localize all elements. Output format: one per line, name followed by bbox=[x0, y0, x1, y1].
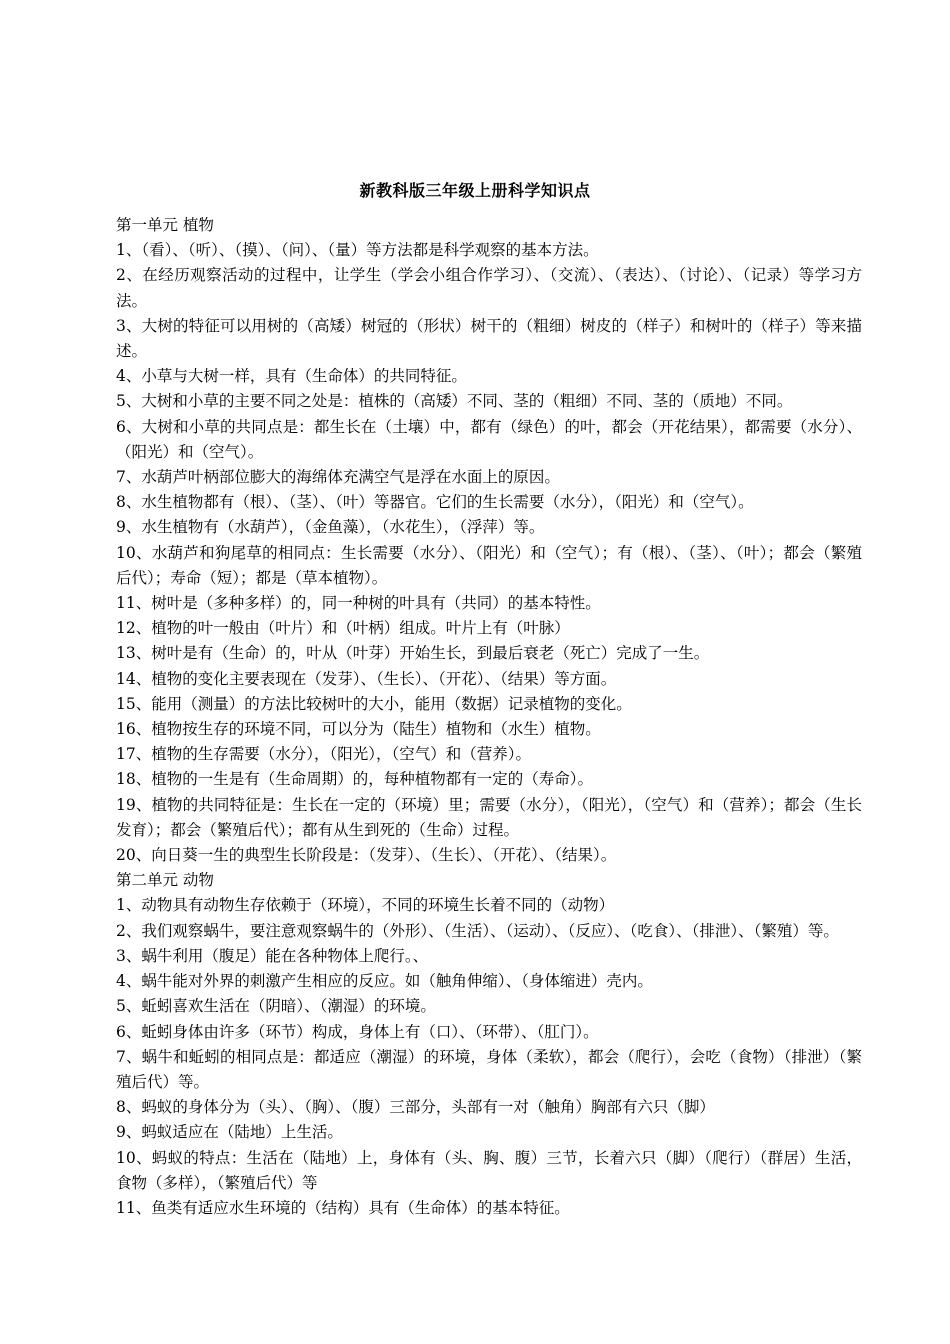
section-heading: 第一单元 植物 bbox=[116, 216, 214, 234]
paragraph: 11、鱼类有适应水生环境的（结构）具有（生命体）的基本特征。 bbox=[116, 1198, 570, 1217]
paragraph: 20、向日葵一生的典型生长阶段是：（发芽）、（生长）、（开花）、（结果）。 bbox=[116, 846, 617, 865]
paragraph: 5、蚯蚓喜欢生活在（阴暗）、（潮湿）的环境。 bbox=[116, 997, 436, 1016]
paragraph: 4、小草与大树一样，具有（生命体）的共同特征。 bbox=[116, 367, 467, 386]
document-title: 新教科版三年级上册科学知识点 bbox=[359, 181, 591, 200]
section-heading: 第二单元 动物 bbox=[116, 871, 214, 890]
paragraph: 9、水生植物有（水葫芦），（金鱼藻），（水花生），（浮萍）等。 bbox=[116, 518, 545, 537]
paragraph: 15、能用（测量）的方法比较树叶的大小，能用（数据）记录植物的变化。 bbox=[116, 694, 632, 713]
paragraph: 10、蚂蚁的特点：生活在（陆地）上，身体有（头、胸、腹）三节，长着六只（脚）（爬行）（群居）生活，食物（多样），（繁殖后代）等 bbox=[116, 1148, 862, 1192]
paragraph: 19、植物的共同特征是：生长在一定的（环境）里；需要（水分），（阳光），（空气）和（营养）；都会（生长发育）；都会（繁殖后代）；都有从生到死的（生命）过程。 bbox=[116, 795, 862, 839]
paragraph: 6、蚯蚓身体由许多（环节）构成，身体上有（口）、（环带）、（肛门）。 bbox=[116, 1022, 599, 1041]
paragraph: 2、我们观察蜗牛，要注意观察蜗牛的（外形）、（生活）、（运动）、（反应）、（吃食）、（排泄）、（繁殖）等。 bbox=[116, 921, 839, 940]
paragraph: 1、动物具有动物生存依赖于（环境），不同的环境生长着不同的（动物） bbox=[116, 896, 615, 915]
paragraph: 8、水生植物都有（根）、（茎）、（叶）等器官。它们的生长需要（水分），（阳光）和（空气）。 bbox=[116, 493, 754, 512]
paragraph: 6、大树和小草的共同点是：都生长在（土壤）中，都有（绿色）的叶，都会（开花结果），都需要（水分）、（阳光）和（空气）。 bbox=[116, 417, 862, 461]
paragraph: 16、植物按生存的环境不同，可以分为（陆生）植物和（水生）植物。 bbox=[116, 720, 601, 739]
paragraph: 7、蜗牛和蚯蚓的相同点是：都适应（潮湿）的环境，身体（柔软），都会（爬行），会吃（食物）（排泄）（繁殖后代）等。 bbox=[116, 1047, 862, 1091]
paragraph: 10、水葫芦和狗尾草的相同点：生长需要（水分）、（阳光）和（空气）；有（根）、（茎）、（叶）；都会（繁殖后代）；寿命（短）；都是（草本植物）。 bbox=[116, 543, 862, 587]
paragraph: 5、大树和小草的主要不同之处是：植株的（高矮）不同、茎的（粗细）不同、茎的（质地）不同。 bbox=[116, 392, 793, 411]
paragraph: 14、植物的变化主要表现在（发芽）、（生长）、（开花）、（结果）等方面。 bbox=[116, 669, 617, 688]
paragraph: 8、蚂蚁的身体分为（头）、（胸）、（腹）三部分，头部有一对（触角）胸部有六只（脚） bbox=[116, 1098, 715, 1117]
paragraph: 3、蜗牛利用（腹足）能在各种物体上爬行。、 bbox=[116, 946, 429, 965]
paragraph: 4、蜗牛能对外界的刺激产生相应的反应。如（触角伸缩）、（身体缩进）壳内。 bbox=[116, 972, 653, 991]
paragraph: 7、水葫芦叶柄部位膨大的海绵体充满空气是浮在水面上的原因。 bbox=[116, 468, 560, 487]
paragraph: 9、蚂蚁适应在（陆地）上生活。 bbox=[116, 1123, 343, 1142]
paragraph: 17、植物的生存需要（水分），（阳光），（空气）和（营养）。 bbox=[116, 745, 531, 764]
paragraph: 12、植物的叶一般由（叶片）和（叶柄）组成。叶片上有（叶脉） bbox=[116, 619, 570, 638]
paragraph: 2、在经历观察活动的过程中，让学生（学会小组合作学习）、（交流）、（表达）、（讨论）、（记录）等学习方法。 bbox=[116, 266, 862, 310]
paragraph: 11、树叶是（多种多样）的，同一种树的叶具有（共同）的基本特性。 bbox=[116, 594, 601, 613]
paragraph: 3、大树的特征可以用树的（高矮）树冠的（形状）树干的（粗细）树皮的（样子）和树叶的（样子）等来描述。 bbox=[116, 316, 862, 361]
paragraph: 18、植物的一生是有（生命周期）的，每种植物都有一定的（寿命）。 bbox=[116, 770, 593, 789]
document-body bbox=[116, 213, 862, 1221]
paragraph: 13、树叶是有（生命）的，叶从（叶芽）开始生长，到最后衰老（死亡）完成了一生。 bbox=[116, 644, 710, 663]
paragraph: 1、（看）、（听）、（摸）、（问）、（量）等方法都是科学观察的基本方法。 bbox=[116, 241, 599, 260]
